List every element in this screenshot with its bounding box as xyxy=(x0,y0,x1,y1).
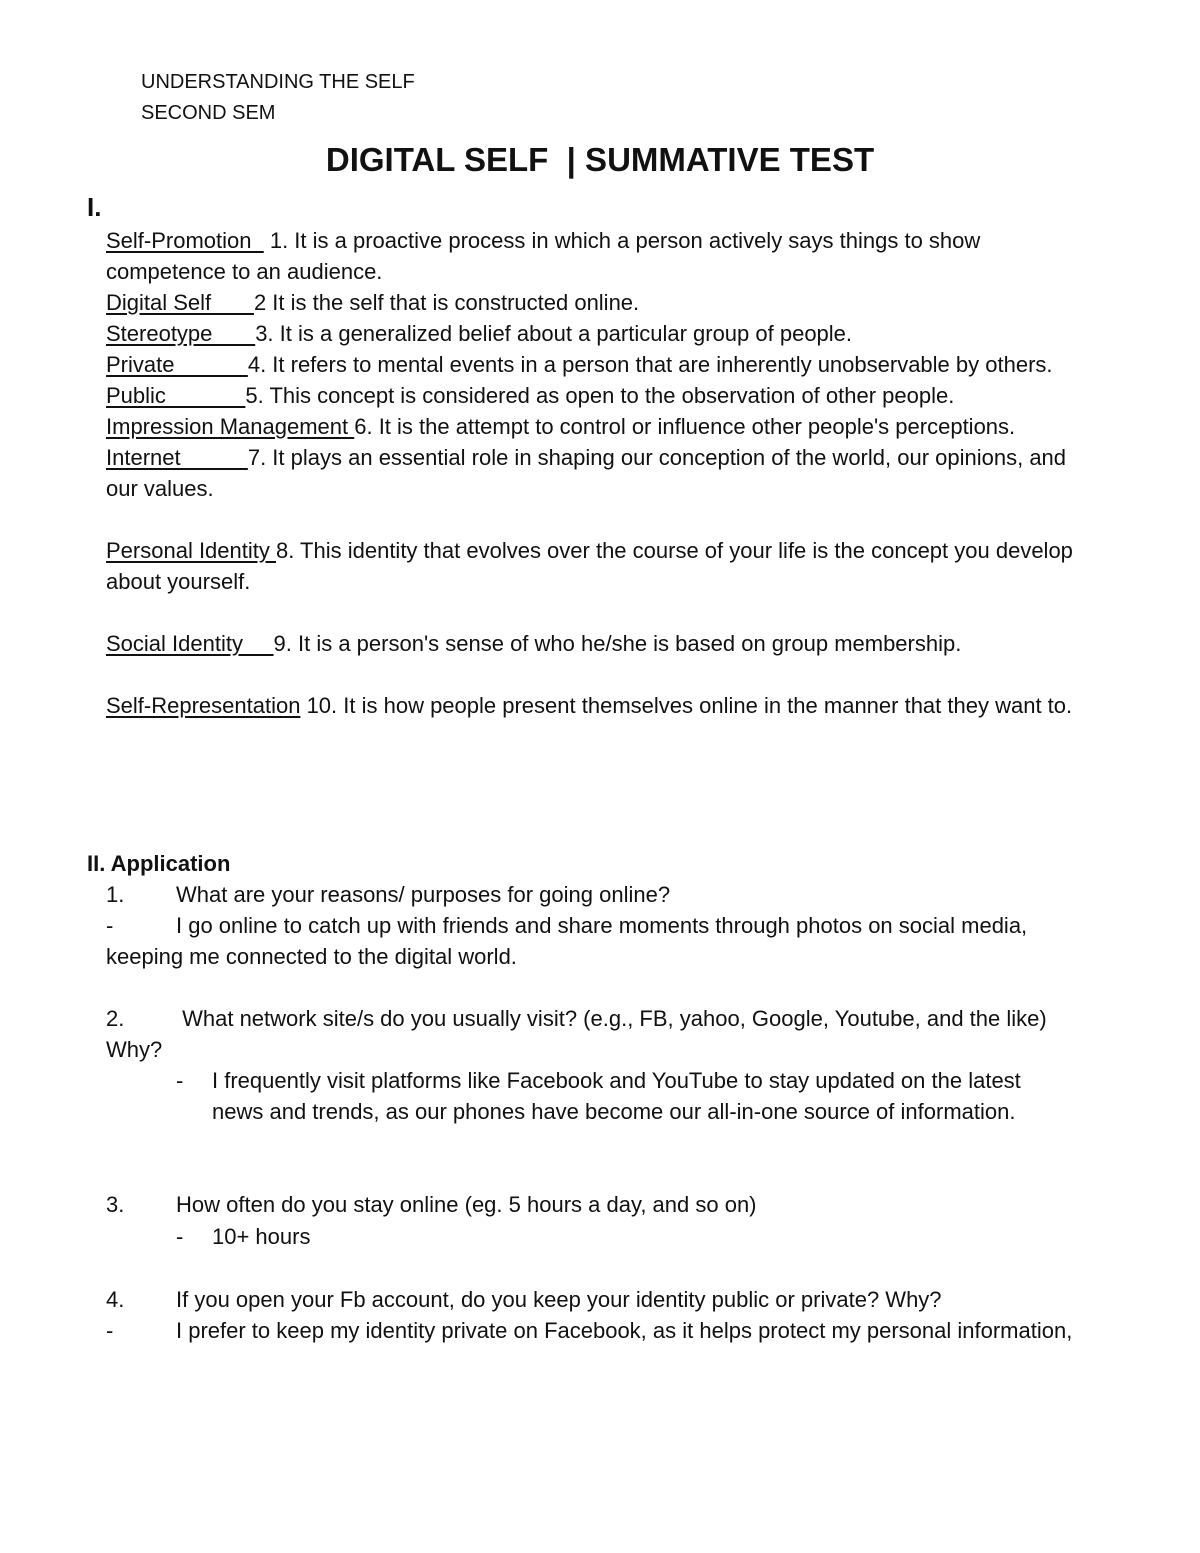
question-number: 3. xyxy=(106,1192,125,1217)
question-number: 1. xyxy=(106,882,125,907)
answer: Self-Promotion xyxy=(106,228,264,253)
answer-1 xyxy=(106,910,1096,972)
answer-text: 10+ hours xyxy=(212,1224,311,1249)
semester-label: SECOND SEM xyxy=(141,102,276,124)
item-6 xyxy=(106,411,1096,442)
dash-marker: - xyxy=(106,913,114,938)
answer-4 xyxy=(106,1315,1096,1346)
answer: Self-Representation xyxy=(106,693,301,718)
item-text: 9. It is a person's sense of who he/she is based on group membership. xyxy=(273,631,962,656)
identification-items xyxy=(106,225,1096,721)
item-4 xyxy=(106,349,1096,380)
item-1 xyxy=(106,225,1096,287)
spacer xyxy=(106,504,1096,535)
dash-marker: - xyxy=(176,1068,184,1093)
item-text: 8. This identity that evolves over the course of your life is the concept you develop about yourself. xyxy=(106,538,1073,594)
section-1-label: I. xyxy=(87,192,102,222)
item-text: 10. It is how people present themselves online in the manner that they want to. xyxy=(300,693,1073,718)
item-text: 7. It plays an essential role in shaping our conception of the world, our opinions, and our values. xyxy=(106,445,1067,501)
answer: Impression Management xyxy=(106,414,355,439)
item-text: 1. It is a proactive process in which a person actively says things to show competence to an audience. xyxy=(106,228,981,284)
question-number: 4. xyxy=(106,1287,125,1312)
question-3 xyxy=(106,1189,1096,1220)
answer-text: I go online to catch up with friends and share moments through photos on social media, keeping me connected to the digital world. xyxy=(106,913,1028,969)
item-text: 6. It is the attempt to control or influence other people's perceptions. xyxy=(354,414,1016,439)
spacer xyxy=(106,659,1096,690)
question-4 xyxy=(106,1284,1096,1315)
answer: Stereotype xyxy=(106,321,256,346)
question-text: How often do you stay online (eg. 5 hours a day, and so on) xyxy=(176,1192,757,1217)
item-7 xyxy=(106,442,1096,504)
answer: Digital Self xyxy=(106,290,254,315)
item-9 xyxy=(106,628,1096,659)
item-text: 2 It is the self that is constructed online. xyxy=(253,290,640,315)
question-text: If you open your Fb account, do you keep your identity public or private? Why? xyxy=(176,1287,942,1312)
question-text: What are your reasons/ purposes for going online? xyxy=(176,882,671,907)
answer-text: I prefer to keep my identity private on Facebook, as it helps protect my personal information, xyxy=(176,1318,1073,1343)
answer: Public xyxy=(106,383,246,408)
dash-marker: - xyxy=(176,1224,184,1249)
answer-3 xyxy=(176,1221,1076,1252)
item-10 xyxy=(106,690,1096,721)
answer-text: I frequently visit platforms like Facebook and YouTube to stay updated on the latest news and trends, as our phones have become our all-in-one source of information. xyxy=(212,1068,1021,1124)
question-text: What network site/s do you usually visit? (e.g., FB, yahoo, Google, Youtube, and the like) Why? xyxy=(106,1006,1053,1062)
answer: Internet xyxy=(106,445,248,470)
page-title: DIGITAL SELF | SUMMATIVE TEST xyxy=(325,141,875,178)
item-text: 5. This concept is considered as open to the observation of other people. xyxy=(245,383,955,408)
item-8 xyxy=(106,535,1096,597)
section-2-label: II. Application xyxy=(87,851,231,876)
course-name: UNDERSTANDING THE SELF xyxy=(141,71,415,93)
answer-2 xyxy=(176,1065,1076,1127)
item-2 xyxy=(106,287,1096,318)
question-2 xyxy=(106,1003,1096,1065)
item-text: 3. It is a generalized belief about a particular group of people. xyxy=(255,321,853,346)
item-3 xyxy=(106,318,1096,349)
question-number: 2. xyxy=(106,1006,125,1031)
item-text: 4. It refers to mental events in a person that are inherently unobservable by others. xyxy=(247,352,1053,377)
question-1 xyxy=(106,879,1096,910)
item-5 xyxy=(106,380,1096,411)
answer: Private xyxy=(106,352,248,377)
answer: Personal Identity xyxy=(106,538,276,563)
dash-marker: - xyxy=(106,1318,114,1343)
answer: Social Identity xyxy=(106,631,274,656)
spacer xyxy=(106,597,1096,628)
